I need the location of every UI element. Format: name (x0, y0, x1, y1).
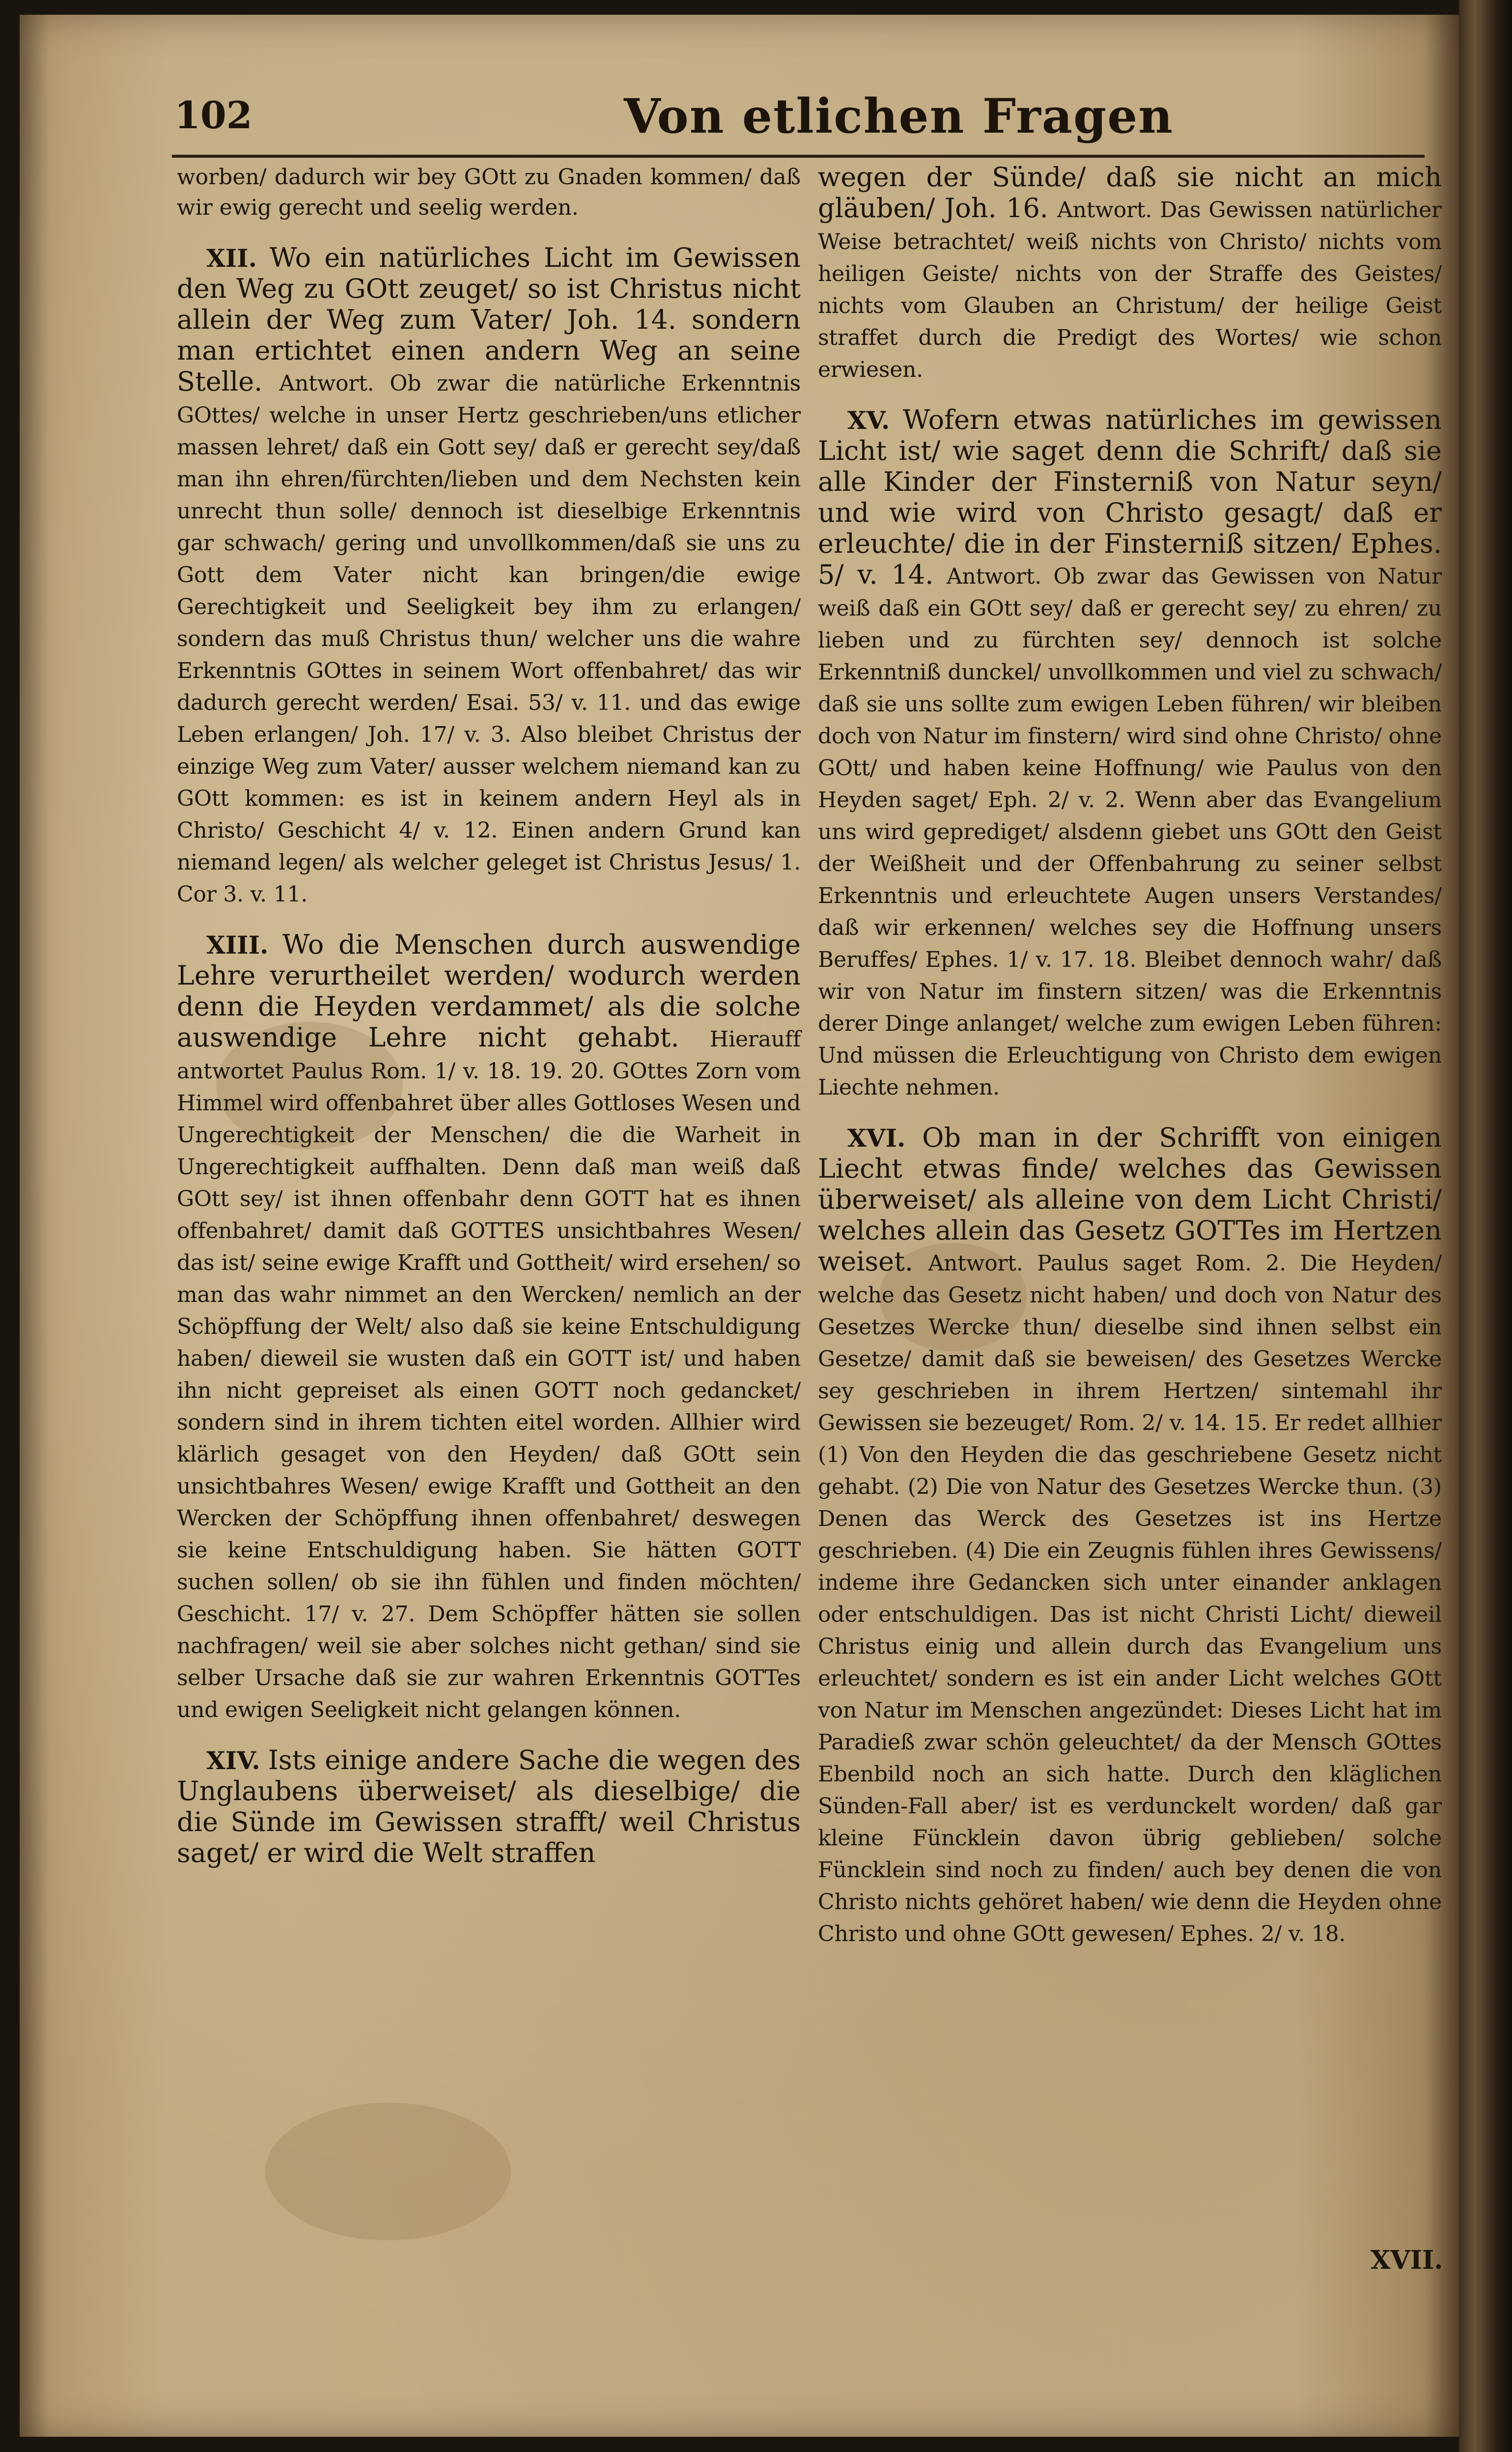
question-text: Wofern etwas natürliches im gewissen Licht ist/ wie saget denn die Schrift/ daß sie alle Kinder der Finsterniß von Natur seyn/ und wie wird von Christo gesagt/ daß er erleuchte/ die in der Finsterniß sitzen/ Ephes. 5/ v. 14. (818, 404, 1442, 590)
question-text: Wo die Menschen durch auswendige Lehre verurtheilet werden/ wodurch werden denn die Heyden verdammet/ als die solche auswendige Lehre nicht gehabt. (177, 929, 801, 1053)
question-text: Ists einige andere Sache die wegen des Unglaubens überweiset/ als dieselbige/ die die Sünde im Gewissen strafft/ weil Christus saget/ er wird die Welt straffen (177, 1745, 801, 1868)
section-number: XIII. (206, 930, 269, 959)
answer-text: Antwort. Ob zwar die natürliche Erkenntnis GOttes/ welche in unser Hertz geschrieben/uns etlicher massen lehret/ daß ein Gott sey/ daß er gerecht sey/daß man ihn ehren/fürchten/lieben und dem Nechsten kein unrecht thun solle/ dennoch ist dieselbige Erkenntnis gar schwach/ gering und unvollkommen/daß sie uns zu Gott dem Vater nicht kan bringen/die ewige Gerechtigkeit und Seeligkeit bey ihm zu erlangen/ sondern das muß Christus thun/ welcher uns die wahre Erkenntnis GOttes in seinem Wort offenbahret/ das wir dadurch gerecht werden/ Esai. 53/ v. 11. und das ewige Leben erlangen/ Joh. 17/ v. 3. Also bleibet Christus der einzige Weg zum Vater/ ausser welchem niemand kan zu GOtt kommen: es ist in keinem andern Heyl als in Christo/ Geschicht 4/ v. 12. Einen andern Grund kan niemand legen/ als welcher geleget ist Christus Jesus/ 1. Cor 3. v. 11. (177, 371, 801, 907)
section-xvi (818, 1123, 1442, 1949)
question-text: Ob man in der Schrifft von einigen Liecht etwas finde/ welches das Gewissen überweiset/ als alleine von dem Licht Christi/ welches allein das Gesetz GOTTes im Hertzen weiset. (818, 1122, 1442, 1277)
question-continuation: wegen der Sünde/ daß sie nicht an mich gläuben/ Joh. 16. (818, 162, 1442, 224)
paper-stain (265, 2103, 511, 2240)
catchword: XVII. (1371, 2245, 1443, 2275)
left-lead-text: worben/ dadurch wir bey GOtt zu Gnaden kommen/ daß wir ewig gerecht und seelig werden. (177, 165, 801, 220)
section-number: XV. (847, 406, 890, 435)
answer-text: Antwort. Das Gewissen natürlicher Weise betrachtet/ weiß nichts von Christo/ nichts vom heiligen Geiste/ nichts von der Straffe des Geistes/ nichts vom Glauben an Christum/ der heilige Geist straffet durch die Predigt des Wortes/ wie schon erwiesen. (818, 197, 1442, 382)
question-text: Wo ein natürliches Licht im Gewissen den Weg zu GOtt zeuget/ so ist Christus nicht allein der Weg zum Vater/ Joh. 14. sondern man ertichtet einen andern Weg an seine Stelle. (177, 242, 801, 397)
running-head: Von etlichen Fragen (624, 88, 1174, 144)
section-number: XVI. (847, 1124, 906, 1153)
right-lead (818, 162, 1442, 385)
section-xv (818, 405, 1442, 1103)
left-column (177, 162, 801, 1890)
section-xiv (177, 1745, 801, 1870)
answer-text: Antwort. Paulus saget Rom. 2. Die Heyden/ welche das Gesetz nicht haben/ und doch von Natur des Gesetzes Wercke thun/ dieselbe sind ihnen selbst ein Gesetze/ damit daß sie beweisen/ des Gesetzes Wercke sey geschrieben in ihrem Hertzen/ sintemahl ihr Gewissen sie bezeuget/ Rom. 2/ v. 14. 15. Er redet allhier (1) Von den Heyden die das geschriebene Gesetz nicht gehabt. (2) Die von Natur des Gesetzes Wercke thun. (3) Denen das Werck des Gesetzes ist ins Hertze geschrieben. (4) Die ein Zeugnis fühlen ihres Gewissens/ indeme ihre Gedancken sich unter einander anklagen oder entschuldigen. Das ist nicht Christi Licht/ dieweil Christus einig und allein durch das Evangelium uns erleuchtet/ sondern es ist ein ander Licht welches GOtt von Natur im Menschen angezündet: Dieses Licht hat im Paradieß zwar schön geleuchtet/ da der Mensch GOttes Ebenbild noch an sich hatte. Durch den kläglichen Sünden-Fall aber/ ist es verdunckelt worden/ daß gar kleine Füncklein davon übrig geblieben/ solche Füncklein sind noch zu finden/ auch bey denen die von Christo nichts gehöret haben/ wie denn die Heyden ohne Christo und ohne GOtt gewesen/ Ephes. 2/ v. 18. (818, 1251, 1442, 1946)
header-rule (172, 155, 1425, 158)
section-number: XIV. (206, 1746, 260, 1775)
book-gutter (1459, 0, 1512, 2452)
answer-text: Hierauff antwortet Paulus Rom. 1/ v. 18. 19. 20. GOttes Zorn vom Himmel wird offenbahret über alles Gottloses Wesen und Ungerechtigkeit der Menschen/ die die Warheit in Ungerechtigkeit auffhalten. Denn daß man weiß daß GOtt sey/ ist ihnen offenbahr denn GOTT hat es ihnen offenbahret/ damit daß GOTTES unsichtbahres Wesen/ das ist/ seine ewige Krafft und Gottheit/ wird ersehen/ so man das wahr nimmet an den Wercken/ nemlich an der Schöpffung der Welt/ also daß sie keine Entschuldigung haben/ dieweil sie wusten daß ein GOTT ist/ und haben ihn nicht gepreiset als einen GOTT noch gedancket/ sondern sind in ihrem tichten eitel worden. Allhier wird klärlich gesaget von den Heyden/ daß GOtt sein unsichtbahres Wesen/ ewige Krafft und Gottheit an den Wercken der Schöpffung ihnen offenbahret/ deswegen sie keine Entschuldigung haben. Sie hätten GOTT suchen sollen/ ob sie ihn fühlen und finden möchten/ Geschicht. 17/ v. 27. Dem Schöpffer hätten sie sollen nachfragen/ weil sie aber solches nicht gethan/ sind sie selber Ursache daß sie zur wahren Erkenntnis GOTTes und ewigen Seeligkeit nicht gelangen können. (177, 1027, 801, 1722)
page-number: 102 (174, 93, 252, 137)
right-column (818, 162, 1442, 1969)
section-xii (177, 243, 801, 910)
section-xiii (177, 930, 801, 1725)
section-number: XII. (206, 244, 257, 273)
answer-text: Antwort. Ob zwar das Gewissen von Natur weiß daß ein GOtt sey/ daß er gerecht sey/ zu ehren/ zu lieben und zu fürchten sey/ dennoch ist solche Erkenntniß dunckel/ unvollkommen und viel zu schwach/ daß sie uns sollte zum ewigen Leben führen/ wir bleiben doch von Natur im finstern/ wird sind ohne Christo/ ohne GOtt/ und haben keine Hoffnung/ wie Paulus von den Heyden saget/ Eph. 2/ v. 2. Wenn aber das Evangelium uns wird geprediget/ alsdenn giebet uns GOtt den Geist der Weißheit und der Offenbahrung zu seiner selbst Erkenntnis und erleuchtete Augen unsers Verstandes/ daß wir erkennen/ welches sey die Hoffnung unsers Beruffes/ Ephes. 1/ v. 17. 18. Bleibet dennoch wahr/ daß wir von Natur im finstern sitzen/ was die Erkenntnis derer Dinge anlanget/ welche zum ewigen Leben führen: Und müssen die Erleuchtigung von Christo dem ewigen Liechte nehmen. (818, 564, 1442, 1100)
